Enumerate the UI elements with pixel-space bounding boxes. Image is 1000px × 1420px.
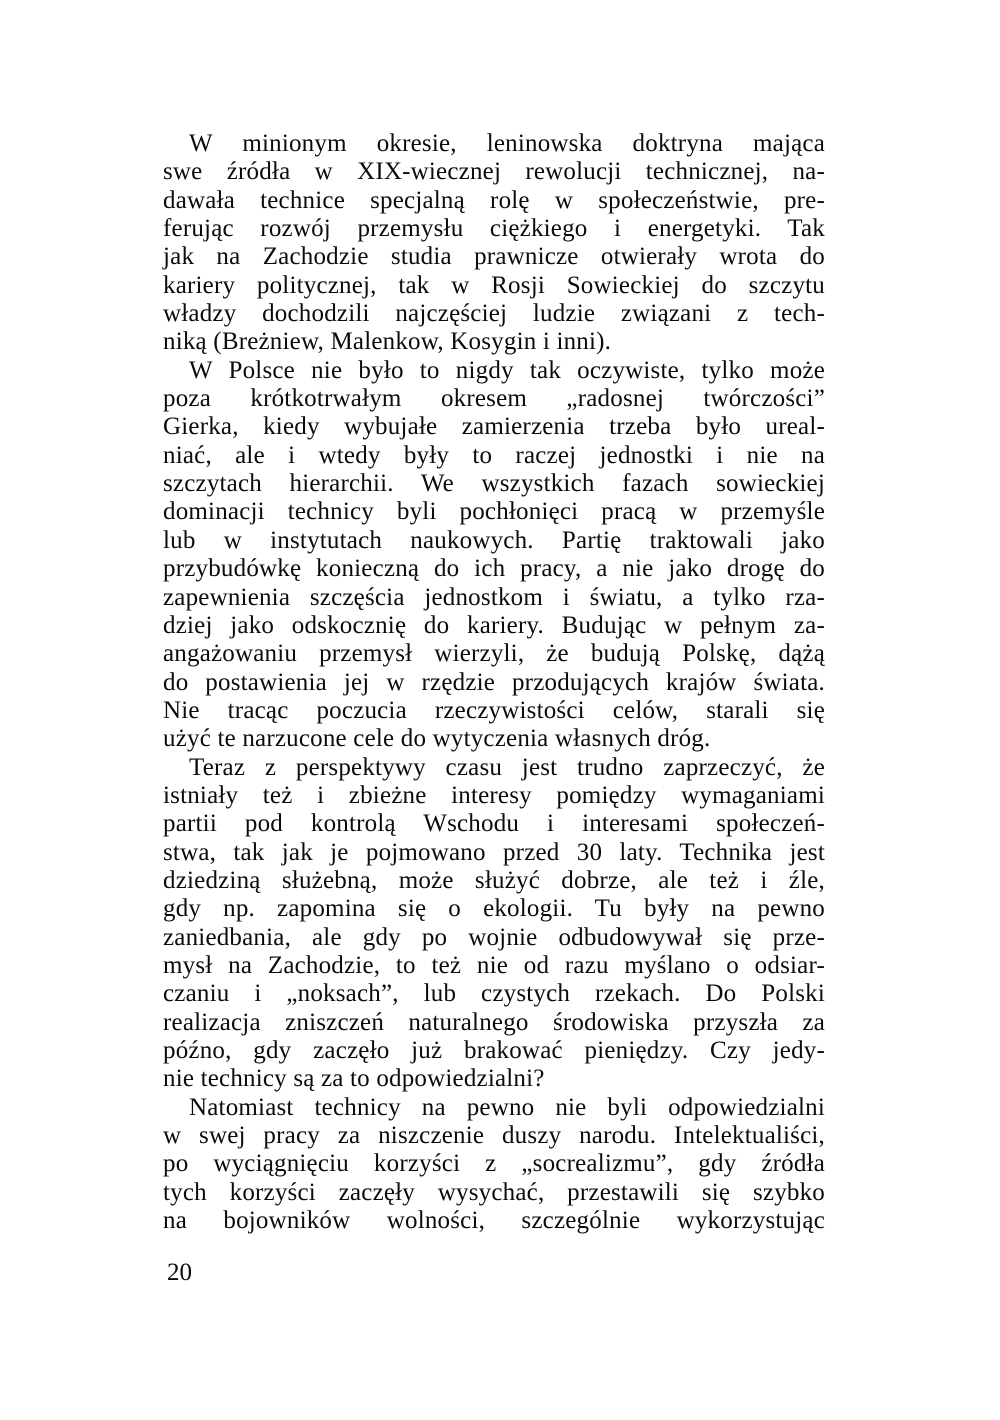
text-line: stwa, tak jak je pojmowano przed 30 laty. Technika jest (163, 838, 825, 866)
text-line: Nie tracąc poczucia rzeczywistości celów, starali się (163, 696, 825, 724)
text-line: zapewnienia szczęścia jednostkom i światu, a tylko rza- (163, 583, 825, 611)
paragraph-2 (163, 357, 825, 754)
paragraph-4 (163, 1094, 825, 1236)
text-line: niką (Breżniew, Malenkow, Kosygin i inni). (163, 328, 612, 356)
text-line: tych korzyści zaczęły wysychać, przestawili się szybko (163, 1178, 825, 1206)
text-line: na bojowników wolności, szczególnie wykorzystując (163, 1207, 825, 1235)
text-line: W minionym okresie, leninowska doktryna mająca (189, 130, 825, 157)
text-line: w swej pracy za niszczenie duszy narodu. Intelektualiści, (163, 1122, 825, 1150)
text-line: dawała technice specjalną rolę w społeczeństwie, pre- (163, 186, 825, 214)
text-line: lub w instytutach naukowych. Partię traktowali jako (163, 526, 825, 554)
text-line: Teraz z perspektywy czasu jest trudno zaprzeczyć, że (189, 753, 825, 781)
text-line: do postawienia jej w rzędzie przodujących krajów świata. (163, 668, 825, 696)
text-line: dziej jako odskocznię do kariery. Budując w pełnym za- (163, 611, 825, 639)
text-line: dziedziną służebną, może służyć dobrze, ale też i źle, (163, 866, 825, 894)
text-line: angażowaniu przemysł wierzyli, że budują Polskę, dążą (163, 640, 825, 668)
text-line: Gierka, kiedy wybujałe zamierzenia trzeba było ureal- (163, 413, 825, 441)
text-line: niać, ale i wtedy były to raczej jednostki i nie na (163, 441, 825, 469)
text-line: poza krótkotrwałym okresem „radosnej twórczości” (163, 385, 825, 413)
text-line: nie technicy są za to odpowiedzialni? (163, 1065, 545, 1093)
text-block (163, 130, 825, 1235)
paragraph-3 (163, 754, 825, 1094)
text-line: istniały też i zbieżne interesy pomiędzy wymaganiami (163, 781, 825, 809)
text-line: swe źródła w XIX-wiecznej rewolucji technicznej, na- (163, 158, 825, 186)
text-line: kariery politycznej, tak w Rosji Sowieckiej do szczytu (163, 271, 825, 299)
text-line: partii pod kontrolą Wschodu i interesami społeczeń- (163, 810, 825, 838)
text-line: czaniu i „noksach”, lub czystych rzekach. Do Polski (163, 980, 825, 1008)
text-line: szczytach hierarchii. We wszystkich fazach sowieckiej (163, 470, 825, 498)
text-line: po wyciągnięciu korzyści z „socrealizmu”, gdy źródła (163, 1150, 825, 1178)
page-number: 20 (167, 1259, 192, 1286)
text-line: zaniedbania, ale gdy po wojnie odbudowywał się prze- (163, 923, 825, 951)
paragraph-1 (163, 130, 825, 357)
text-line: późno, gdy zaczęło już brakować pieniędzy. Czy jedy- (163, 1037, 825, 1064)
text-line: jak na Zachodzie studia prawnicze otwierały wrota do (163, 243, 825, 271)
text-line: Natomiast technicy na pewno nie byli odpowiedzialni (189, 1093, 825, 1121)
text-line: władzy dochodzili najczęściej ludzie związani z tech- (163, 300, 825, 328)
text-line: mysł na Zachodzie, to też nie od razu myślano o odsiar- (163, 951, 825, 979)
text-line: realizacja zniszczeń naturalnego środowiska przyszła za (163, 1008, 825, 1036)
text-line: dominacji technicy byli pochłonięci pracą w przemyśle (163, 498, 825, 526)
text-line: użyć te narzucone cele do wytyczenia własnych dróg. (163, 725, 711, 753)
text-line: gdy np. zapomina się o ekologii. Tu były na pewno (163, 895, 825, 923)
text-line: ferując rozwój przemysłu ciężkiego i energetyki. Tak (163, 215, 825, 243)
text-line: W Polsce nie było to nigdy tak oczywiste, tylko może (189, 356, 825, 384)
text-line: przybudówkę konieczną do ich pracy, a nie jako drogę do (163, 555, 825, 583)
